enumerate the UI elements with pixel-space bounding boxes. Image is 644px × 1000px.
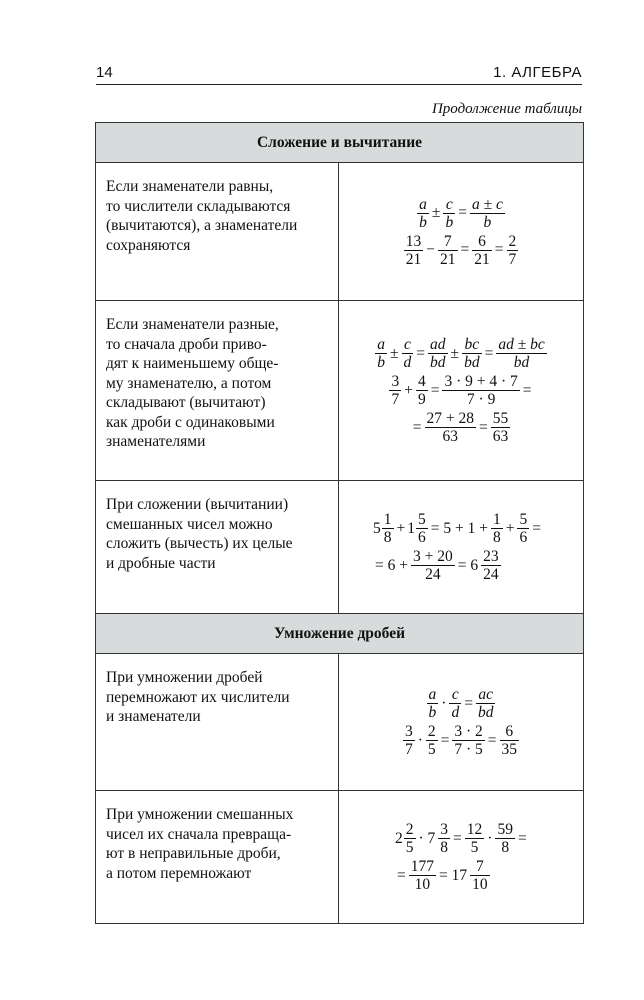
fraction: $\frac{3}{8}$ bbox=[440, 821, 449, 856]
fraction: $\frac{6}{21}$ bbox=[474, 232, 490, 268]
formula-cell bbox=[339, 654, 584, 791]
fraction: $\frac{55}{63}$ bbox=[492, 410, 509, 445]
formula-line: $\frac{3}{7}$ + $\frac{4}{9}$ = $\frac{3 \cdot 9 + 4 \cdot 7}{7 \cdot 9}$ = bbox=[391, 373, 532, 408]
fraction: $\frac{a \pm c}{b}$ bbox=[471, 195, 503, 231]
fraction: $\frac{12}{5}$ bbox=[466, 821, 483, 856]
page-number: 14 bbox=[96, 64, 113, 81]
chapter-title: 1. АЛГЕБРА bbox=[493, 64, 582, 81]
rule-text: При умножении смешанных чисел их сначала превраща- ют в неправильные дроби, а потом перемножают bbox=[96, 791, 339, 924]
fraction: $\frac{4}{9}$ bbox=[417, 373, 426, 408]
fraction: $\frac{59}{8}$ bbox=[497, 821, 513, 856]
fraction: $\frac{ad}{bd}$ bbox=[430, 336, 446, 371]
formula-line: = $\frac{27 + 28}{63}$ = $\frac{55}{63}$ bbox=[412, 410, 509, 445]
table-row bbox=[96, 301, 584, 481]
formula-line: = $\frac{177}{10}$ = 17 $\frac{7}{10}$ bbox=[397, 858, 488, 893]
formula-line: $\frac{3}{7}$ · $\frac{2}{5}$ = $\frac{3 \cdot 2}{7 \cdot 5}$ = $\frac{6}{35}$ bbox=[404, 723, 518, 758]
fraction: $\frac{1}{8}$ bbox=[383, 511, 392, 546]
formula-line: $\frac{a}{b}$ ± $\frac{c}{d}$ = $\frac{ad}{bd}$ ± $\frac{bc}{bd}$ = $\frac{ad \pm bc}{bd}$ bbox=[377, 336, 545, 371]
fraction: $\frac{ad \pm bc}{bd}$ bbox=[498, 336, 545, 371]
formula-cell bbox=[339, 481, 584, 614]
fraction: $\frac{c}{d}$ bbox=[403, 336, 412, 371]
fraction: $\frac{c}{d}$ bbox=[451, 686, 460, 721]
fraction: $\frac{7}{10}$ bbox=[472, 858, 488, 893]
formula-line: $\frac{13}{21}$ − $\frac{7}{21}$ = $\frac{6}{21}$ = $\frac{2}{7}$ bbox=[405, 232, 517, 268]
section-heading-multiplication: Умножение дробей bbox=[96, 614, 584, 654]
table-row bbox=[96, 654, 584, 791]
fraction: $\frac{3 \cdot 9 + 4 \cdot 7}{7 \cdot 9}$ bbox=[444, 373, 518, 408]
fraction: $\frac{1}{8}$ bbox=[492, 511, 501, 546]
fraction: $\frac{23}{24}$ bbox=[483, 548, 499, 583]
section-heading-addition: Сложение и вычитание bbox=[96, 123, 584, 163]
table-continuation-note: Продолжение таблицы bbox=[431, 101, 582, 117]
fraction: $\frac{5}{6}$ bbox=[418, 511, 426, 546]
rule-text: При сложении (вычитании) смешанных чисел можно сложить (вычесть) их целые и дробные части bbox=[96, 481, 339, 614]
fraction: $\frac{2}{5}$ bbox=[427, 723, 436, 758]
fraction: $\frac{7}{21}$ bbox=[440, 232, 456, 268]
rule-text: При умножении дробей перемножают их числители и знаменатели bbox=[96, 654, 339, 791]
rule-text: Если знаменатели равны, то числители складываются (вычитаются), а знаменатели сохраняются bbox=[96, 163, 339, 301]
fraction: $\frac{13}{21}$ bbox=[405, 232, 422, 268]
formula-line: $\frac{a}{b}$ ± $\frac{c}{b}$ = $\frac{a \pm c}{b}$ bbox=[419, 195, 503, 231]
formula-cell bbox=[339, 301, 584, 481]
fraction: $\frac{6}{35}$ bbox=[501, 723, 518, 758]
fraction: $\frac{3}{7}$ bbox=[391, 373, 400, 408]
rule-text: Если знаменатели разные, то сначала дроби приво- дят к наименьшему обще- му знаменателю, а потом складывают (вычитают) как дроби с одинаковыми знаменателями bbox=[96, 301, 339, 481]
formula-line: = 6 + $\frac{3 + 20}{24}$ = 6 $\frac{23}{24}$ bbox=[375, 548, 499, 583]
fraction: $\frac{a}{b}$ bbox=[377, 336, 386, 371]
fraction: $\frac{177}{10}$ bbox=[410, 858, 434, 893]
fraction: $\frac{3}{7}$ bbox=[404, 723, 413, 758]
fraction: $\frac{c}{b}$ bbox=[445, 195, 454, 231]
fraction: $\frac{3 + 20}{24}$ bbox=[412, 548, 453, 583]
formula-line: 5 $\frac{1}{8}$ + 1 $\frac{5}{6}$ = 5 + 1 + $\frac{1}{8}$ + $\frac{5}{6}$ = bbox=[373, 511, 541, 546]
fraction: $\frac{2}{5}$ bbox=[405, 821, 414, 856]
formula-line: $\frac{a}{b}$ · $\frac{c}{d}$ = $\frac{ac}{bd}$ bbox=[428, 686, 494, 721]
formula-cell bbox=[339, 163, 584, 301]
fraction: $\frac{5}{6}$ bbox=[519, 511, 528, 546]
fraction: $\frac{27 + 28}{63}$ bbox=[426, 410, 474, 445]
fraction: $\frac{2}{7}$ bbox=[508, 232, 517, 268]
running-header bbox=[96, 62, 582, 85]
table-row bbox=[96, 163, 584, 301]
fraction: $\frac{bc}{bd}$ bbox=[464, 336, 480, 371]
table-row bbox=[96, 481, 584, 614]
table-row bbox=[96, 791, 584, 924]
formula-cell bbox=[339, 791, 584, 924]
fraction: $\frac{a}{b}$ bbox=[419, 195, 427, 231]
fraction: $\frac{3 \cdot 2}{7 \cdot 5}$ bbox=[454, 723, 483, 758]
fraction: $\frac{a}{b}$ bbox=[428, 686, 437, 721]
fraction: $\frac{ac}{bd}$ bbox=[477, 686, 494, 721]
formula-line: 2 $\frac{2}{5}$ · 7 $\frac{3}{8}$ = $\frac{12}{5}$ · $\frac{59}{8}$ = bbox=[395, 821, 527, 856]
fractions-table bbox=[95, 122, 584, 924]
